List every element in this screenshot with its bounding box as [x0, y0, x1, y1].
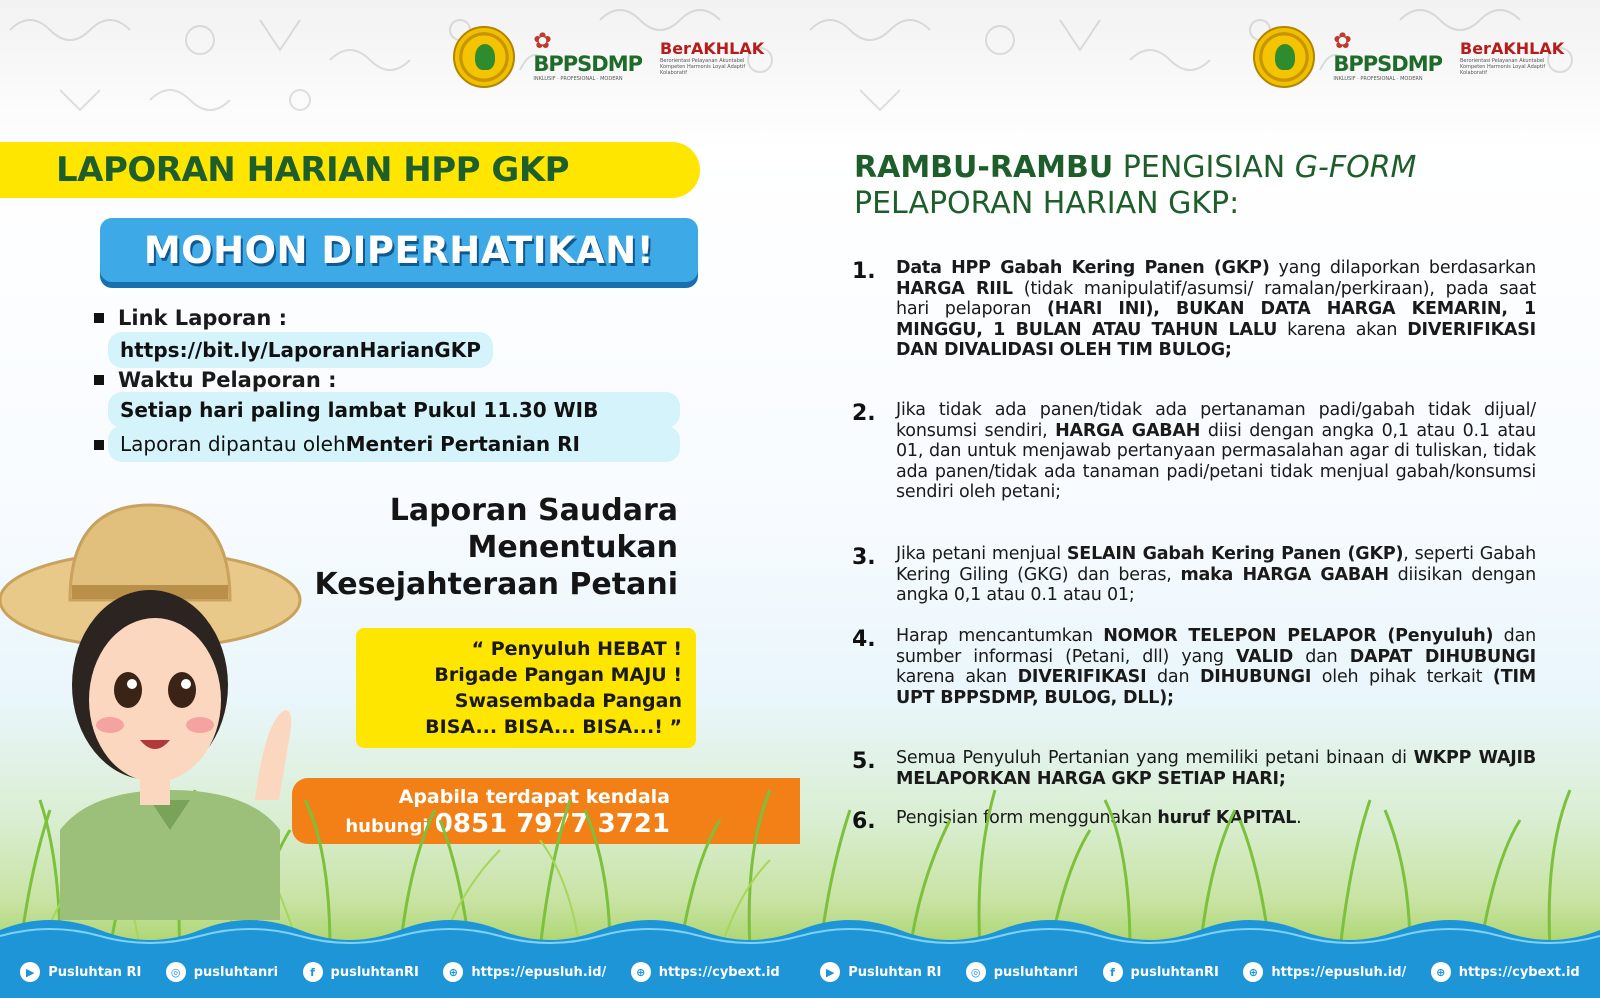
web-icon: ⊕	[443, 962, 463, 982]
berakhlak-logo: BerAKHLAK Berorientasi Pelayanan Akuntabel Kompeten Harmonis Loyal Adaptif Kolaboratif	[660, 38, 765, 76]
bppsdmp-logo: ✿ BPPSDMP INKLUSIF · PROFESIONAL · MODERN	[1333, 29, 1442, 82]
rule-number: 3.	[852, 545, 876, 570]
rule-item	[852, 258, 1542, 361]
report-time: Setiap hari paling lambat Pukul 11.30 WIB	[108, 392, 680, 428]
web-icon: ⊕	[1243, 962, 1263, 982]
page-title: LAPORAN HARIAN HPP GKP	[56, 150, 570, 190]
rule-text: Semua Penyuluh Pertanian yang memiliki petani binaan di WKPP WAJIB MELAPORKAN HARGA GKP SETIAP HARI;	[896, 748, 1537, 789]
youtube-icon: ▶	[20, 962, 40, 982]
facebook-icon: f	[303, 962, 323, 982]
bppsdmp-logo: ✿ BPPSDMP INKLUSIF · PROFESIONAL · MODERN	[533, 29, 642, 82]
footer-facebook[interactable]: f pusluhtanRI	[303, 962, 419, 982]
kementan-logo	[453, 26, 515, 88]
instagram-icon: ◎	[166, 962, 186, 982]
youtube-icon: ▶	[820, 962, 840, 982]
farmer-girl-illustration	[0, 500, 330, 920]
tagline: Laporan Saudara Menentukan Kesejahteraan Petani	[314, 493, 678, 602]
page-title-banner	[0, 142, 700, 198]
rule-number: 2.	[852, 401, 876, 426]
footer-instagram[interactable]: ◎ pusluhtanri	[966, 962, 1078, 982]
attention-text: MOHON DIPERHATIKAN!	[143, 228, 655, 272]
footer-right	[800, 946, 1600, 998]
rule-number: 1.	[852, 259, 876, 284]
kementan-logo	[1253, 26, 1315, 88]
footer-youtube[interactable]: ▶ Pusluhtan RI	[820, 962, 941, 982]
monitor-note: Laporan dipantau oleh Menteri Pertanian RI	[108, 426, 680, 462]
rule-text: Jika petani menjual SELAIN Gabah Kering Panen (GKP), seperti Gabah Kering Giling (GKG) dan beras, maka HARGA GABAH diisikan dengan angka 0,1 atau 0.1 atau 01;	[896, 544, 1537, 605]
rule-text: Harap mencantumkan NOMOR TELEPON PELAPOR (Penyuluh) dan sumber informasi (Petani, dll) yang VALID dan DAPAT DIHUBUNGI karena akan DIVERIFIKASI dan DIHUBUNGI oleh pihak terkait (TIM UPT BPPSDMP, BULOG, DLL);	[896, 626, 1536, 708]
logo-group	[1253, 26, 1568, 88]
rule-item	[852, 626, 1542, 708]
bullet-link-label: Link Laporan :	[94, 306, 287, 330]
rules-title: RAMBU-RAMBU PENGISIAN G-FORM PELAPORAN HARIAN GKP:	[854, 150, 1417, 221]
facebook-icon: f	[1103, 962, 1123, 982]
rule-text: Data HPP Gabah Kering Panen (GKP) yang dilaporkan berdasarkan HARGA RIIL (tidak manipulatif/asumsi/ ramalan/perkiraan), pada saat hari pelaporan (HARI INI), BUKAN DATA HARGA KEMARIN, 1 MINGGU, 1 BULAN ATAU TAHUN LALU karena akan DIVERIFIKASI DAN DIVALIDASI OLEH TIM BULOG;	[896, 258, 1536, 360]
web-icon: ⊕	[1431, 962, 1451, 982]
instagram-icon: ◎	[966, 962, 986, 982]
rule-number: 6.	[852, 809, 876, 834]
bullet-square-icon	[94, 375, 104, 385]
footer-youtube[interactable]: ▶ Pusluhtan RI	[20, 962, 141, 982]
footer-epusluh[interactable]: ⊕ https://epusluh.id/	[443, 962, 606, 982]
attention-banner	[100, 218, 698, 282]
contact-phone[interactable]: 0851 7977 3721	[434, 809, 670, 839]
rule-item	[852, 544, 1542, 606]
berakhlak-logo: BerAKHLAK Berorientasi Pelayanan Akuntabel Kompeten Harmonis Loyal Adaptif Kolaboratif	[1460, 38, 1565, 76]
report-link[interactable]: https://bit.ly/ LaporanHarianGKP	[108, 332, 493, 368]
right-panel	[800, 0, 1600, 998]
footer-cybext[interactable]: ⊕ https://cybext.id	[1431, 962, 1580, 982]
bullet-time-label: Waktu Pelaporan :	[94, 368, 337, 392]
rule-item	[852, 400, 1542, 503]
footer-epusluh[interactable]: ⊕ https://epusluh.id/	[1243, 962, 1406, 982]
footer-instagram[interactable]: ◎ pusluhtanri	[166, 962, 278, 982]
footer-cybext[interactable]: ⊕ https://cybext.id	[631, 962, 780, 982]
bullet-square-icon	[94, 440, 104, 450]
rule-number: 4.	[852, 627, 876, 652]
rule-number: 5.	[852, 749, 876, 774]
rule-text: Jika tidak ada panen/tidak ada pertanaman padi/gabah tidak dijual/ konsumsi sendiri, HARGA GABAH diisi dengan angka 0,1 atau 0.1 atau 01, dan untuk menjawab pertanyaan permasalahan agar di tuliskan, tidak ada panen/tidak ada tanaman padi/petani tidak menjual gabah/konsumsi sendiri oleh petani;	[896, 400, 1536, 502]
rule-text: Pengisian form menggunakan huruf KAPITAL.	[896, 808, 1302, 828]
logo-group	[453, 26, 768, 88]
footer-left	[0, 946, 800, 998]
wave-decoration	[800, 910, 1600, 950]
footer-facebook[interactable]: f pusluhtanRI	[1103, 962, 1219, 982]
motto-quote: “ Penyuluh HEBAT ! Brigade Pangan MAJU ! Swasembada Pangan BISA... BISA... BISA...! ”	[356, 628, 696, 748]
contact-banner: Apabila terdapat kendala hubungi 0851 7977 3721	[292, 778, 800, 844]
bullet-square-icon	[94, 313, 104, 323]
web-icon: ⊕	[631, 962, 651, 982]
